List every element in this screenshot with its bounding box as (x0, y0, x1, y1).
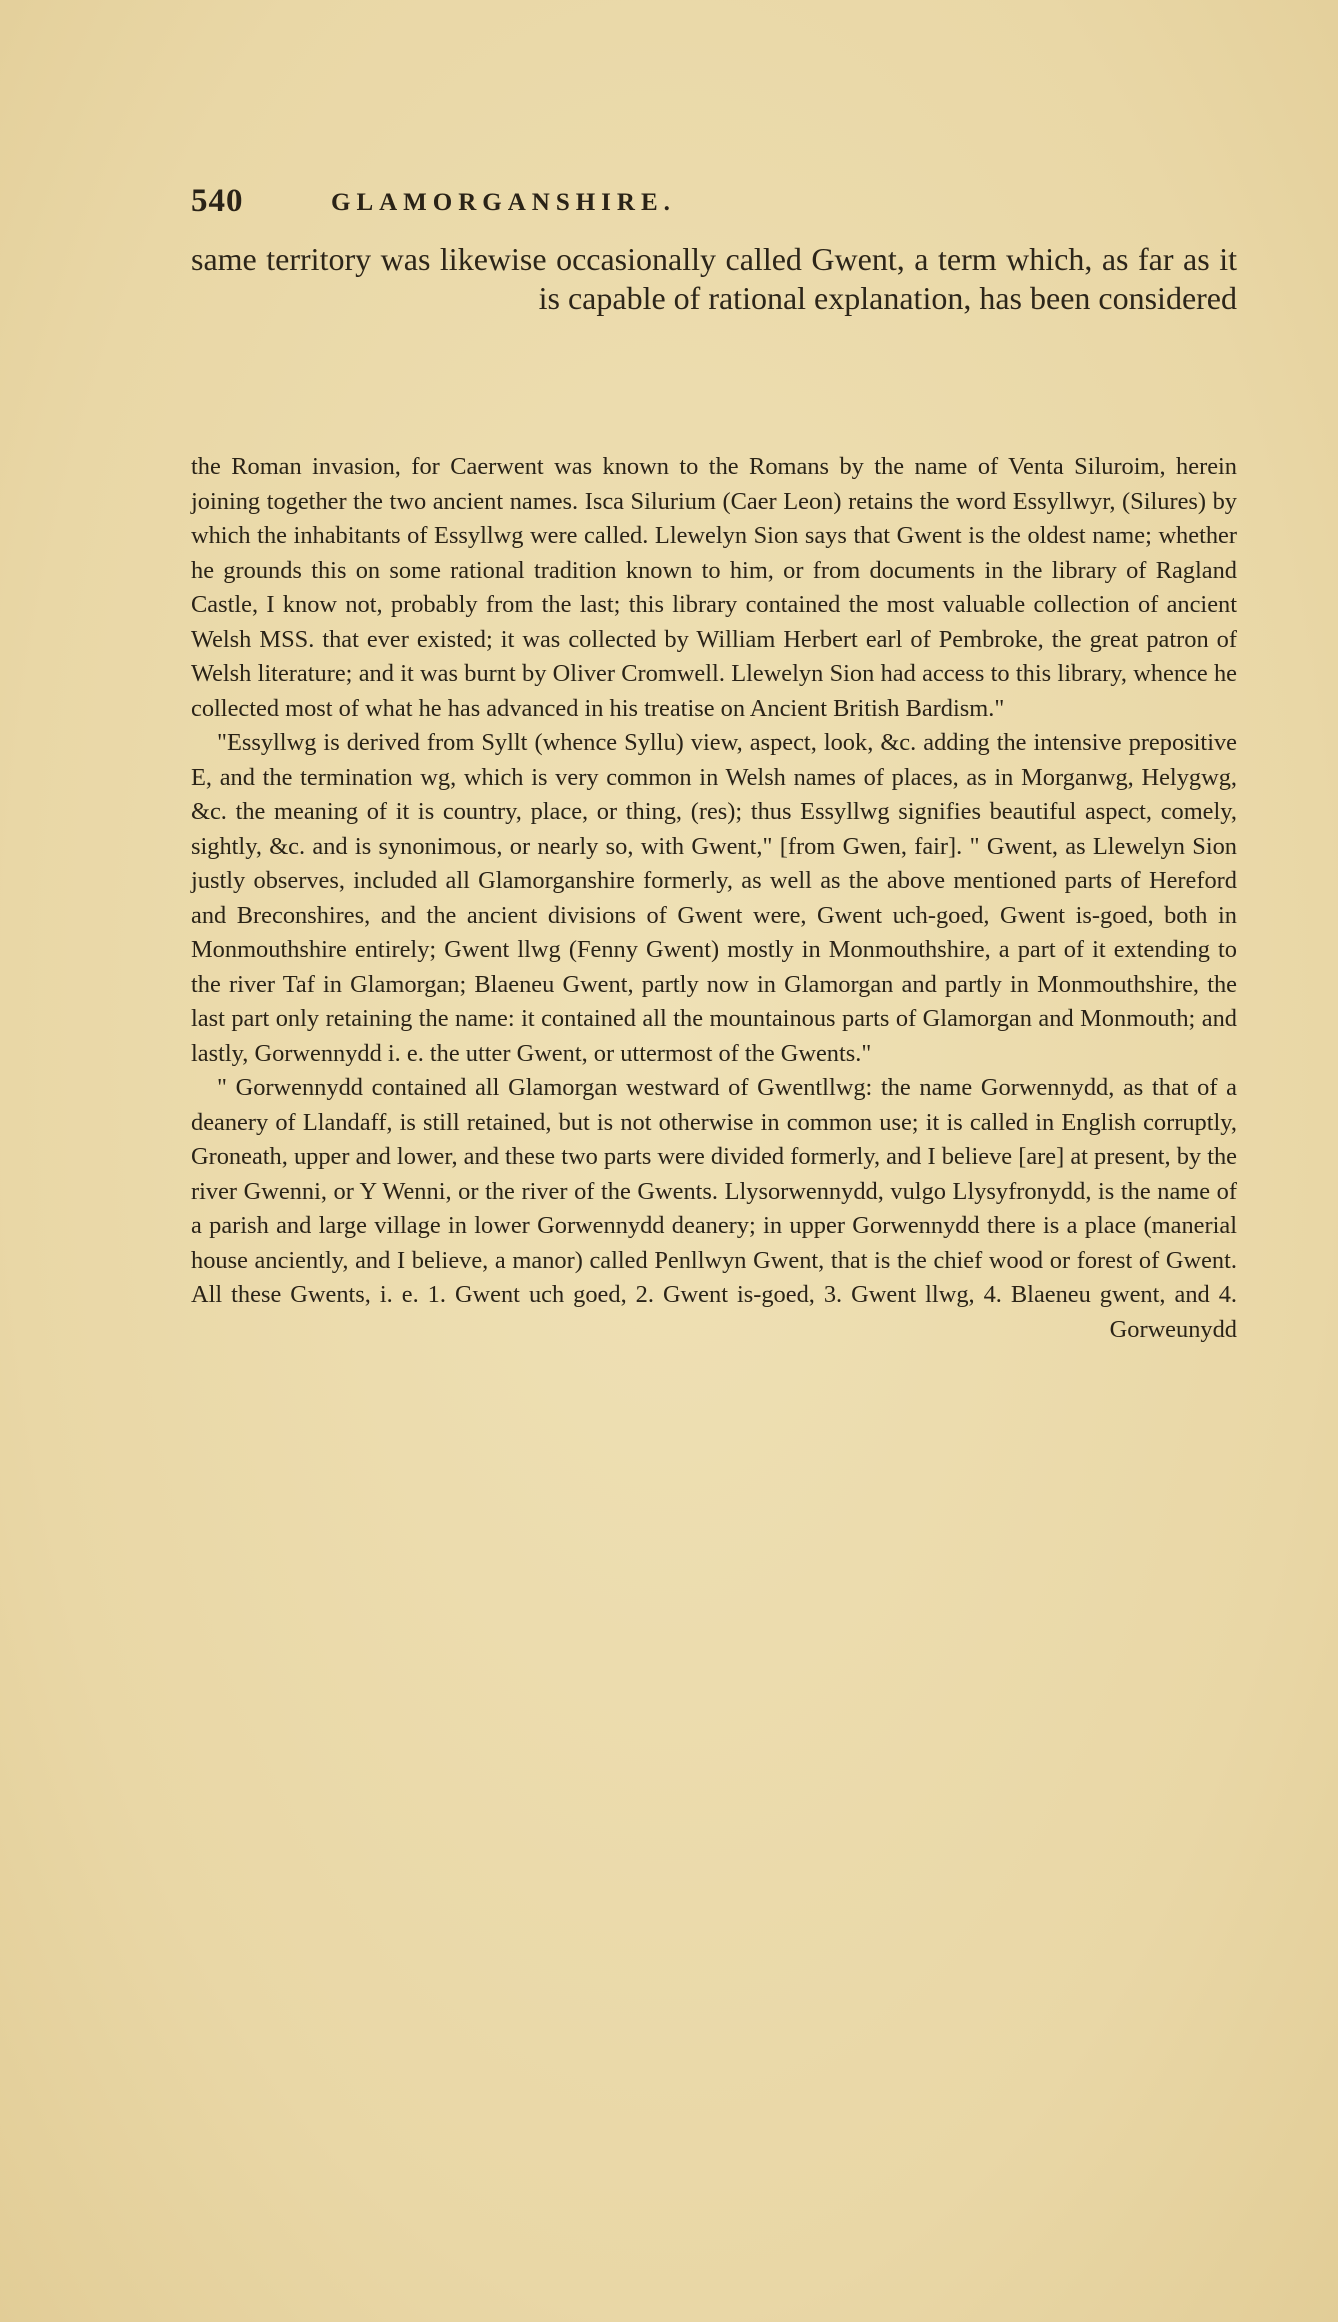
main-text: same territory was likewise occasionally called Gwent, a term which, as far as it is capable of rational explanation, has been considered (191, 241, 1237, 316)
page-header (191, 183, 1241, 223)
footnote-paragraph: " Gorwennydd contained all Glamorgan westward of Gwentllwg: the name Gorwennydd, as that of a deanery of Llandaff, is still retained, but is not otherwise in common use; it is called in English corruptly, Groneath, upper and lower, and these two parts were divided formerly, and I believe [are] at present, by the river Gwenni, or Y Wenni, or the river of the Gwents. Llysorwennydd, vulgo Llysyfronydd, is the name of a parish and large village in lower Gorwennydd deanery; in upper Gorwennydd there is a place (manerial house anciently, and I believe, a manor) called Penllwyn Gwent, that is the chief wood or forest of Gwent. All these Gwents, i. e. 1. Gwent uch goed, 2. Gwent is-goed, 3. Gwent llwg, 4. Blaeneu gwent, and 4. Gorweunydd (191, 1074, 1237, 1343)
page-number: 540 (191, 183, 244, 219)
footnote-paragraph: "Essyllwg is derived from Syllt (whence Syllu) view, aspect, look, &c. adding the intensive prepositive E, and the termination wg, which is very common in Welsh names of places, as in Morganwg, Helygwg, &c. the meaning of it is country, place, or thing, (res); thus Essyllwg signifies beautiful aspect, comely, sightly, &c. and is synonimous, or nearly so, with Gwent," [from Gwen, fair]. " Gwent, as Llewelyn Sion justly observes, included all Glamorganshire formerly, as well as the above mentioned parts of Hereford and Breconshires, and the ancient divisions of Gwent were, Gwent uch-goed, Gwent is-goed, both in Monmouthshire entirely; Gwent llwg (Fenny Gwent) mostly in Monmouthshire, a part of it extending to the river Taf in Glamorgan; Blaeneu Gwent, partly now in Glamorgan and partly in Monmouthshire, the last part only retaining the name: it contained all the mountainous parts of Glamorgan and Monmouth; and lastly, Gorwennydd i. e. the utter Gwent, or uttermost of the Gwents." (191, 729, 1237, 1067)
footnote-paragraph: the Roman invasion, for Caerwent was known to the Romans by the name of Venta Siluroim, herein joining together the two ancient names. Isca Silurium (Caer Leon) retains the word Essyllwyr, (Silures) by which the inhabitants of Essyllwg were called. Llewelyn Sion says that Gwent is the oldest name; whether he grounds this on some rational tradition known to him, or from documents in the library of Ragland Castle, I know not, probably from the last; this library contained the most valuable collection of ancient Welsh MSS. that ever existed; it was collected by William Herbert earl of Pembroke, the great patron of Welsh literature; and it was burnt by Oliver Cromwell. Llewelyn Sion had access to this library, whence he collected most of what he has advanced in his treatise on Ancient British Bardism." (191, 453, 1237, 722)
footnotes (191, 450, 1237, 1347)
running-head: GLAMORGANSHIRE. (331, 189, 676, 216)
